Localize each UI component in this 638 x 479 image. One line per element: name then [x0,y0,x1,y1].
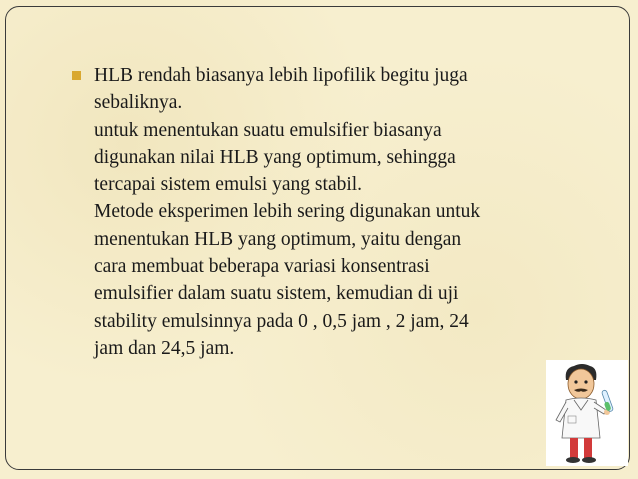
text-line: jam dan 24,5 jam. [94,337,235,359]
scientist-illustration [546,360,628,466]
text-line: untuk menentukan suatu emulsifier biasanya [94,119,442,141]
slide-body [72,62,552,362]
text-line: Metode eksperimen lebih sering digunakan untuk [94,201,481,223]
text-line: HLB rendah biasanya lebih lipofilik begitu juga [94,65,468,86]
text-line: sebaliknya. [94,92,183,114]
text-line: menentukan HLB yang optimum, yaitu dengan [94,228,462,250]
scientist-with-test-tube-icon [546,360,628,466]
text-line: emulsifier dalam suatu sistem, kemudian di uji [94,283,459,305]
text-line: digunakan nilai HLB yang optimum, sehingga [94,146,456,168]
text-line: cara membuat beberapa variasi konsentrasi [94,256,430,278]
bullet-item [72,62,552,362]
text-line: stability emulsinnya pada 0 , 0,5 jam , 2 jam, 24 [94,310,469,332]
bullet-icon [72,71,81,80]
text-line: tercapai sistem emulsi yang stabil. [94,174,363,196]
